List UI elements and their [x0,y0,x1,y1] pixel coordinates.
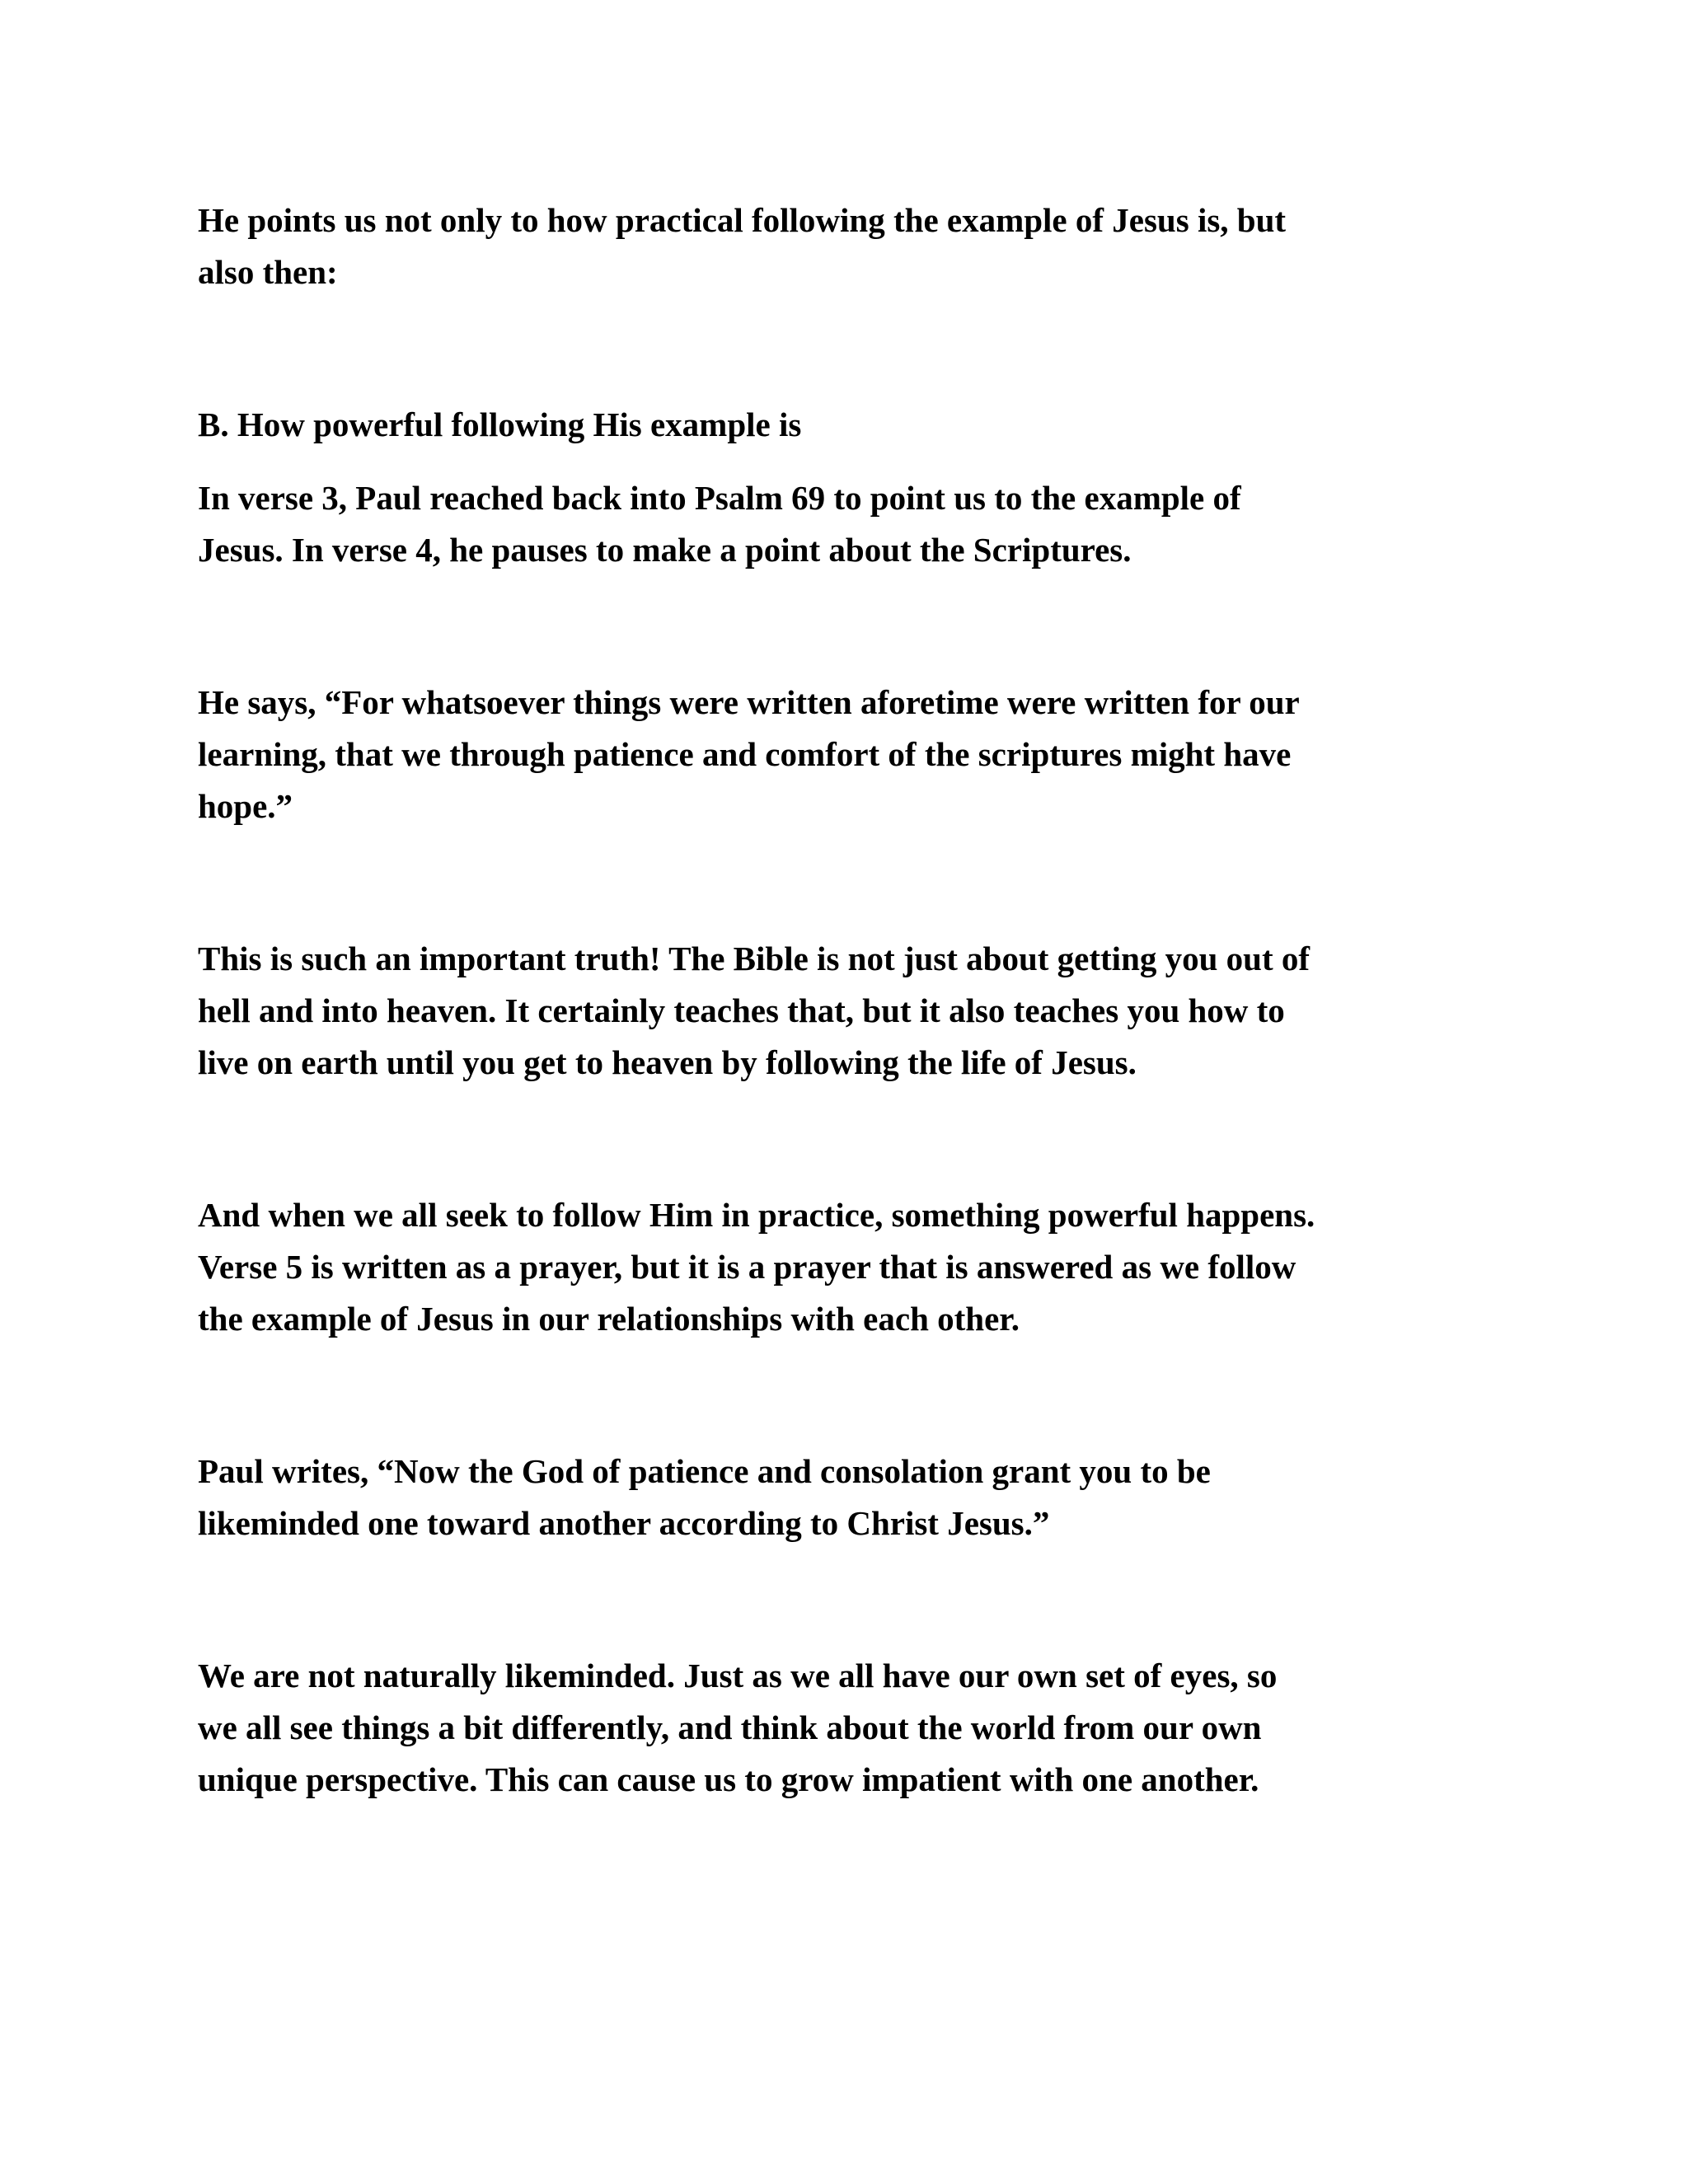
paragraph-verse-5 [198,1189,1500,1345]
paragraph-likeminded [198,1650,1500,1806]
paragraph-line: we all see things a bit differently, and think about the world from our own [198,1708,1262,1746]
paragraph-line: live on earth until you get to heaven by following the life of Jesus. [198,1043,1137,1081]
paragraph-line: learning, that we through patience and comfort of the scriptures might have [198,735,1292,773]
paragraph-line: the example of Jesus in our relationships with each other. [198,1300,1020,1338]
paragraph-line: likeminded one toward another according to Christ Jesus.” [198,1504,1050,1542]
paragraph-verse-3 [198,472,1500,576]
paragraph-intro [198,194,1500,298]
paragraph-line: He points us not only to how practical following the example of Jesus is, but [198,201,1287,239]
paragraph-important-truth [198,933,1500,1089]
paragraph-quote-verse-4 [198,677,1500,832]
paragraph-line: Jesus. In verse 4, he pauses to make a point about the Scriptures. [198,531,1132,569]
paragraph-line: Verse 5 is written as a prayer, but it is a prayer that is answered as we follow [198,1248,1296,1286]
paragraph-line: unique perspective. This can cause us to grow impatient with one another. [198,1760,1259,1798]
paragraph-line: And when we all seek to follow Him in practice, something powerful happens. [198,1196,1315,1234]
section-heading [198,399,1500,451]
paragraph-line: Paul writes, “Now the God of patience and consolation grant you to be [198,1452,1211,1490]
paragraph-line: also then: [198,253,338,291]
paragraph-line: hope.” [198,787,293,825]
paragraph-line: In verse 3, Paul reached back into Psalm 69 to point us to the example of [198,479,1241,517]
paragraph-line: This is such an important truth! The Bible is not just about getting you out of [198,940,1311,977]
heading-line: B. How powerful following His example is [198,405,802,443]
paragraph-line: We are not naturally likeminded. Just as we all have our own set of eyes, so [198,1657,1278,1694]
paragraph-quote-verse-5 [198,1446,1500,1549]
document-body [198,194,1500,1806]
paragraph-line: He says, “For whatsoever things were written aforetime were written for our [198,683,1300,721]
paragraph-line: hell and into heaven. It certainly teaches that, but it also teaches you how to [198,991,1285,1029]
